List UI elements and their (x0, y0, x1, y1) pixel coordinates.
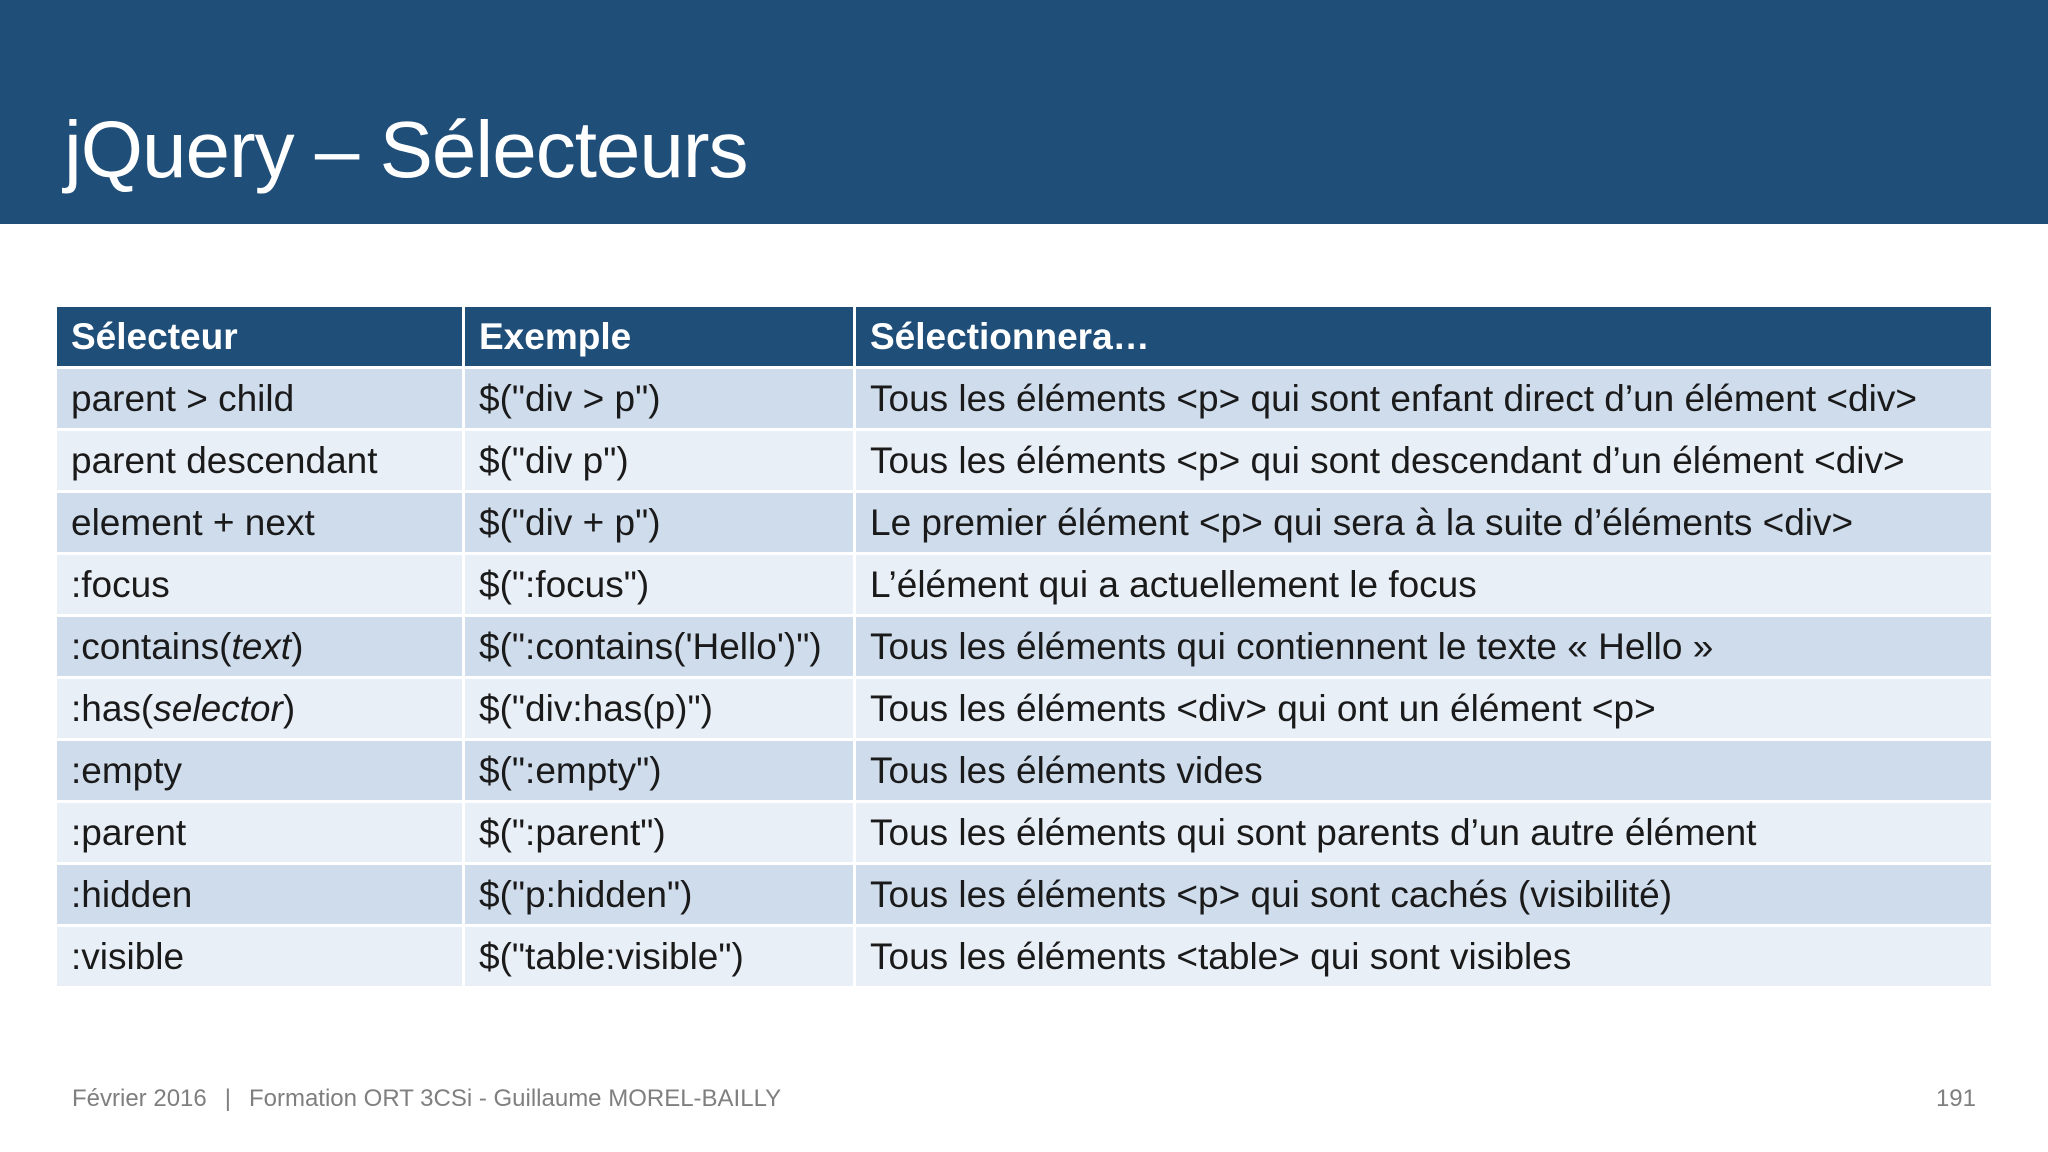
selector-prefix: :has( (71, 687, 154, 729)
table-row (57, 431, 1991, 493)
cell-result: Tous les éléments <p> qui sont cachés (visibilité) (856, 865, 1991, 927)
selectors-table (57, 307, 1991, 989)
cell-example: $(":parent") (465, 803, 856, 865)
cell-result: Le premier élément <p> qui sera à la suite d’éléments <div> (856, 493, 1991, 555)
cell-result: L’élément qui a actuellement le focus (856, 555, 1991, 617)
cell-example: $("p:hidden") (465, 865, 856, 927)
cell-selector: :parent (57, 803, 465, 865)
cell-selector: element + next (57, 493, 465, 555)
selector-prefix: :contains( (71, 625, 232, 667)
table-row (57, 741, 1991, 803)
table-row (57, 803, 1991, 865)
slide-title: jQuery – Sélecteurs (64, 105, 748, 194)
cell-result: Tous les éléments <table> qui sont visibles (856, 927, 1991, 989)
footer-course: Formation ORT 3CSi - Guillaume MOREL-BAILLY (248, 1085, 782, 1112)
header-example: Exemple (465, 307, 856, 369)
selector-suffix: ) (291, 625, 304, 667)
cell-result: Tous les éléments <div> qui ont un élément <p> (856, 679, 1991, 741)
selector-suffix: ) (282, 687, 296, 729)
cell-result: Tous les éléments qui sont parents d’un autre élément (856, 803, 1991, 865)
cell-result: Tous les éléments <p> qui sont descendant d’un élément <div> (856, 431, 1991, 493)
cell-selector: parent > child (57, 369, 465, 431)
cell-selector: :empty (57, 741, 465, 803)
table-row (57, 555, 1991, 617)
table-row (57, 679, 1991, 741)
footer (72, 1085, 781, 1113)
cell-example: $(":empty") (465, 741, 856, 803)
cell-result: Tous les éléments qui contiennent le texte « Hello » (856, 617, 1991, 679)
cell-example: $("div p") (465, 431, 856, 493)
cell-selector: parent descendant (57, 431, 465, 493)
cell-selector: :hidden (57, 865, 465, 927)
cell-selector (57, 617, 465, 679)
selector-argument: text (231, 625, 292, 667)
cell-selector: :visible (57, 927, 465, 989)
table-header-row (57, 307, 1991, 369)
cell-result: Tous les éléments vides (856, 741, 1991, 803)
cell-example: $("div:has(p)") (465, 679, 856, 741)
table-row (57, 493, 1991, 555)
cell-selector (57, 679, 465, 741)
cell-example: $(":focus") (465, 555, 856, 617)
page-number: 191 (1935, 1085, 1976, 1112)
footer-date: Février 2016 (72, 1085, 207, 1112)
table-row (57, 927, 1991, 989)
header-selector: Sélecteur (57, 307, 465, 369)
cell-example: $("div > p") (465, 369, 856, 431)
cell-example: $(":contains('Hello')") (465, 617, 856, 679)
title-bar (0, 0, 2048, 224)
cell-result: Tous les éléments <p> qui sont enfant direct d’un élément <div> (856, 369, 1991, 431)
cell-example: $("div + p") (465, 493, 856, 555)
table-row (57, 369, 1991, 431)
table-row (57, 617, 1991, 679)
cell-selector: :focus (57, 555, 465, 617)
header-result: Sélectionnera… (856, 307, 1991, 369)
cell-example: $("table:visible") (465, 927, 856, 989)
selector-argument: selector (153, 687, 283, 729)
table-row (57, 865, 1991, 927)
footer-separator: | (224, 1085, 231, 1112)
